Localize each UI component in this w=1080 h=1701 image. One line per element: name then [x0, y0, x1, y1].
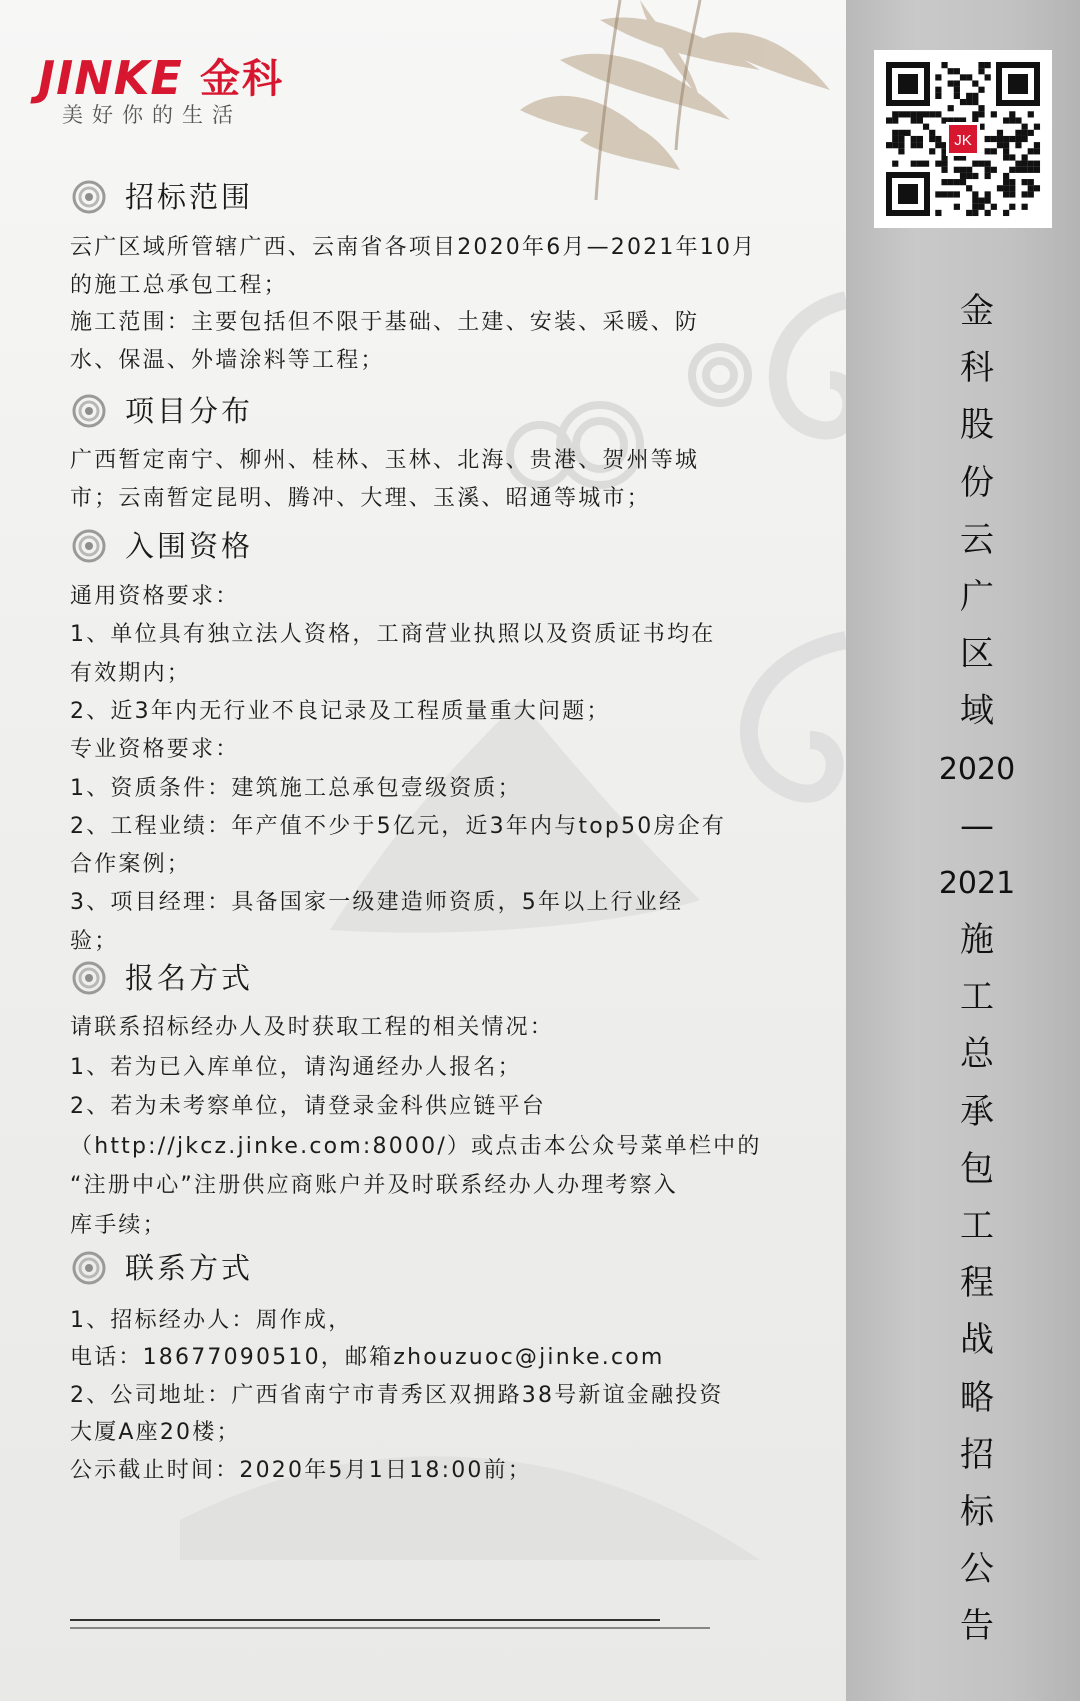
body-line: 专业资格要求： [70, 737, 240, 763]
body-line: 市；云南暂定昆明、腾冲、大理、玉溪、昭通等城市； [70, 485, 651, 511]
body-line: 广西暂定南宁、柳州、桂林、玉林、北海、贵港、贺州等城 [70, 448, 700, 473]
body-line: 2、工程业绩：年产值不少于5亿元，近3年内与top50房企有 [70, 813, 727, 839]
vertical-title-char: 标 [960, 1491, 994, 1532]
body-line: 施工范围：主要包括但不限于基础、土建、安装、采暖、防 [70, 310, 700, 335]
body-line: 云广区域所管辖广西、云南省各项目2020年6月—2021年10月 [70, 235, 757, 260]
vertical-title-char: 云 [960, 519, 994, 560]
section-title: 报名方式 [125, 961, 254, 995]
body-line: 1、招标经办人：周作成， [70, 1308, 353, 1333]
body-line: 的施工总承包工程； [70, 272, 288, 298]
body-line: 有效期内； [70, 660, 192, 686]
section-title: 联系方式 [125, 1251, 254, 1285]
vertical-title-char: 略 [960, 1377, 994, 1418]
vertical-title-char: 区 [960, 634, 994, 675]
bullseye-icon [72, 1251, 106, 1285]
bullseye-icon [72, 529, 106, 563]
section-title: 招标范围 [125, 180, 254, 214]
body-line: 通用资格要求： [70, 584, 240, 609]
vertical-title-char: 招 [960, 1434, 994, 1475]
vertical-title-char: 工 [960, 977, 994, 1018]
vertical-title-char: 科 [960, 348, 994, 389]
vertical-title-char: 公 [960, 1549, 994, 1590]
section-title: 入围资格 [125, 529, 254, 563]
body-line: 库手续； [70, 1212, 167, 1238]
qr-code [874, 50, 1052, 228]
body-line: 验； [70, 928, 119, 954]
body-line: “注册中心”注册供应商账户并及时联系经办人办理考察入 [70, 1173, 678, 1198]
body-line: 2、公司地址：广西省南宁市青秀区双拥路38号新谊金融投资 [70, 1382, 724, 1408]
vertical-title-char: 总 [960, 1034, 994, 1075]
qr-code-icon [874, 50, 1052, 228]
vertical-title [932, 283, 1022, 1656]
bullseye-icon [72, 180, 106, 214]
vertical-title-char: 份 [960, 462, 994, 503]
vertical-title-char: 股 [960, 405, 994, 446]
vertical-title-char: 承 [960, 1091, 994, 1132]
body-line: 1、单位具有独立法人资格，工商营业执照以及资质证书均在 [70, 622, 716, 648]
vertical-title-char: 告 [960, 1606, 994, 1647]
body-line: 2、若为未考察单位，请登录金科供应链平台 [70, 1094, 546, 1119]
body-line: 公示截止时间：2020年5月1日18:00前； [70, 1457, 532, 1483]
body-line: 电话：18677090510，邮箱zhouzuoc@jinke.com [70, 1345, 665, 1371]
bullseye-icon [72, 961, 106, 995]
bullseye-icon [72, 394, 106, 428]
logo-brand-en: JINKE [38, 51, 183, 105]
body-line[interactable]: （http://jkcz.jinke.com:8000/）或点击本公众号菜单栏中的 [70, 1133, 762, 1159]
qr-badge: JK [954, 132, 972, 149]
body-line: 请联系招标经办人及时获取工程的相关情况： [70, 1015, 555, 1040]
vertical-title-char: 施 [960, 920, 994, 961]
logo-brand-cn: 金科 [200, 56, 284, 102]
vertical-title-char: 域 [960, 691, 994, 732]
body-line: 大厦A座20楼； [70, 1420, 241, 1446]
body-line: 3、项目经理：具备国家一级建造师资质，5年以上行业经 [70, 890, 684, 916]
vertical-title-char: 战 [960, 1320, 994, 1361]
vertical-title-char: 广 [960, 576, 994, 617]
vertical-title-char: 2020 [938, 751, 1016, 787]
vertical-title-char: 2021 [938, 865, 1016, 901]
vertical-title-char: 金 [960, 291, 994, 331]
vertical-title-char: 包 [960, 1148, 994, 1189]
body-line: 水、保温、外墙涂料等工程； [70, 347, 385, 373]
body-line: 1、若为已入库单位，请沟通经办人报名； [70, 1054, 522, 1080]
logo-slogan: 美好你的生活 [62, 103, 242, 127]
body-line: 合作案例； [70, 852, 192, 878]
body-line: 2、近3年内无行业不良记录及工程质量重大问题； [70, 698, 611, 724]
section-title: 项目分布 [125, 394, 254, 428]
body-line: 1、资质条件：建筑施工总承包壹级资质； [70, 775, 522, 801]
vertical-title-char: 程 [960, 1263, 994, 1304]
bottom-divider [70, 1618, 710, 1632]
vertical-title-char: — [960, 805, 994, 846]
vertical-title-char: 工 [960, 1206, 994, 1246]
